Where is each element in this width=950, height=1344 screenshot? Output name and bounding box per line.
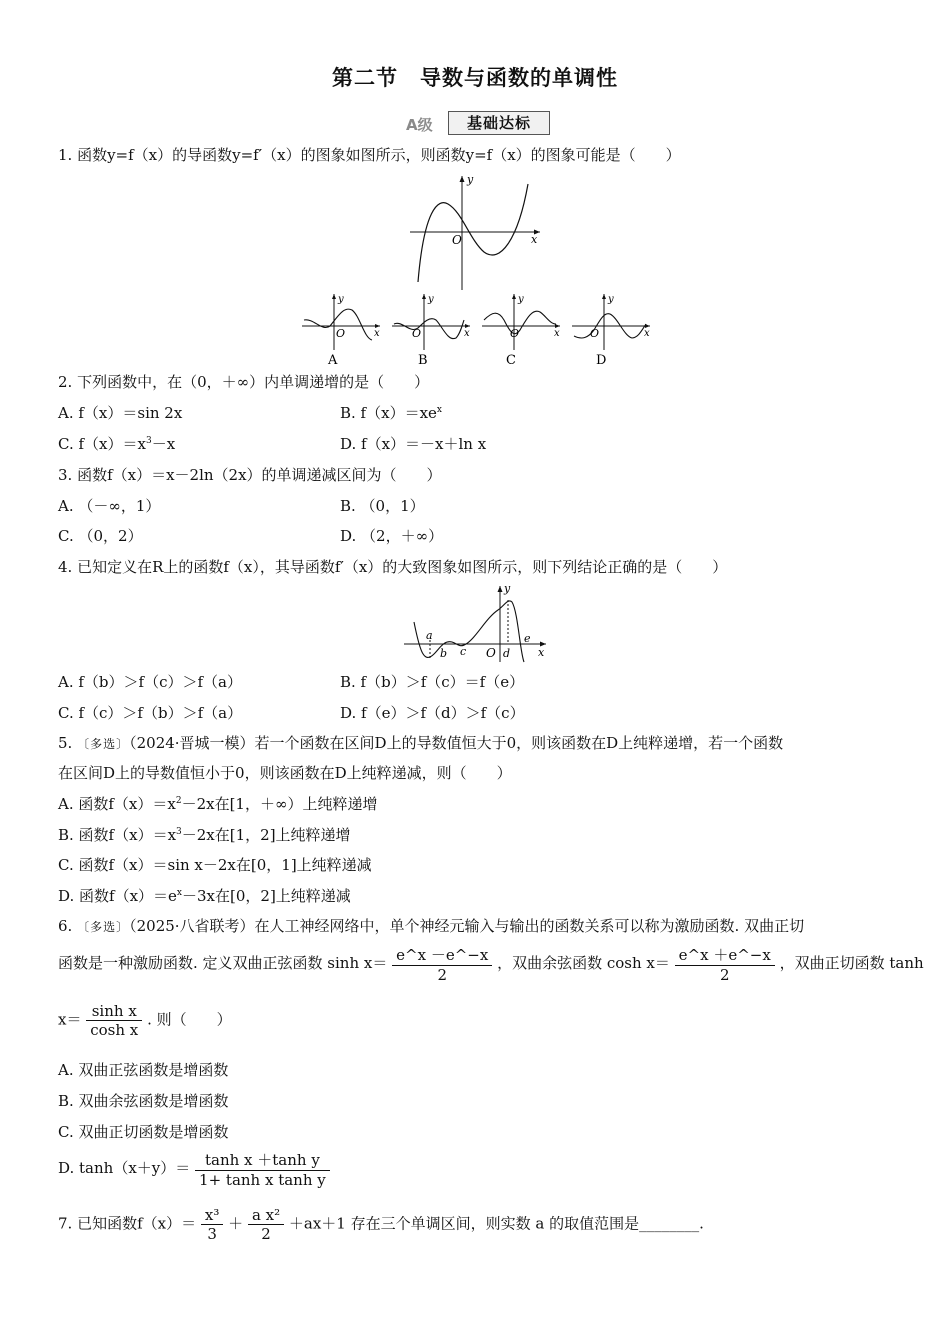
q4-label-d: d: [503, 647, 511, 660]
q2-option-a: A. f（x）＝sin 2x: [58, 404, 183, 422]
svg-text:x: x: [464, 328, 470, 339]
q1-option-a-label: A: [328, 353, 338, 368]
q6-sinh-fraction: $\frac{e\^{}x -e\^{}-x}{2}$: [392, 944, 492, 984]
q1-option-b-graph: [392, 294, 470, 350]
q6-option-c: C. 双曲正切函数是增函数: [58, 1123, 229, 1141]
q6-multi-tag: 〔多选〕: [77, 920, 130, 934]
q7-stem: 7. 已知函数f（x）＝ $\frac{\text{x³}}{3}$ ＋ $\frac{\text{a x²}}{2}$ ＋ax＋1 存在三个单调区间，则实数 a 的取值范围是________.: [58, 1206, 704, 1243]
q6-line1: 6. 〔多选〕（2025·八省联考）在人工神经网络中，单个神经元输入与输出的函数关系可以称为激励函数. 双曲正切: [58, 917, 805, 935]
svg-text:x: x: [554, 328, 560, 339]
q6-tanh-fraction: $\frac{\text{sinh x}}{\text{cosh x}}$: [86, 1002, 142, 1039]
q2-option-c: C. $f(x)=x^3-x$: [58, 435, 176, 453]
q4-option-b: B. f（b）＞f（c）＝f（e）: [340, 673, 525, 691]
svg-text:y: y: [338, 294, 344, 305]
svg-text:O: O: [590, 327, 600, 340]
q6-option-b: B. 双曲余弦函数是增函数: [58, 1092, 229, 1110]
q1-derivative-curve: [418, 184, 528, 282]
page-title: 第二节 导数与函数的单调性: [332, 66, 618, 90]
q1-option-c-label: C: [506, 353, 516, 368]
q4-option-a: A. f（b）＞f（c）＞f（a）: [58, 673, 242, 691]
q4-derivative-graph: [400, 582, 555, 664]
svg-text:y: y: [518, 294, 524, 305]
q6-line3: x＝ $\frac{\text{sinh x}}{\text{cosh x}}$ . 则（ ）: [58, 1002, 232, 1039]
q6-line2: 函数是一种激励函数. 定义双曲正弦函数 sinh x＝ $\frac{e\^{}x -e\^{}-x}{2}$ ，双曲余弦函数 cosh x＝ $\frac{e\^{}x +e\^{}-x}{2}$ ，双曲正切函数 tanh: [58, 946, 924, 984]
q7-fraction-1: $\frac{\text{x³}}{3}$: [201, 1206, 223, 1243]
q4-label-c: c: [460, 645, 467, 658]
q6-option-d: D. tanh（x＋y）＝ $\frac{\text{tanh x ＋tanh y}}{\text{1+ tanh x tanh y}}$: [58, 1149, 330, 1189]
q1-axis-y-label: y: [467, 173, 474, 186]
svg-text:x: x: [374, 328, 380, 339]
q3-option-d: D. （2，＋∞）: [340, 527, 444, 545]
svg-text:y: y: [608, 294, 614, 305]
q1-stem: 1. 函数y=f（x）的导函数y=f′（x）的图象如图所示，则函数y=f（x）的图象可能是（ ）: [58, 146, 681, 164]
q1-option-graphs: [300, 290, 660, 370]
q6-cosh-fraction: $\frac{e\^{}x +e\^{}-x}{2}$: [675, 944, 775, 984]
q3-stem: 3. 函数f（x）＝x－2ln（2x）的单调递减区间为（ ）: [58, 466, 442, 484]
q5-option-c: C. 函数f（x）＝sin x－2x在[0，1]上纯粹递减: [58, 856, 372, 874]
q4-label-e: e: [524, 632, 531, 645]
svg-text:O: O: [412, 327, 422, 340]
q4-stem: 4. 已知定义在R上的函数f（x），其导函数f′（x）的大致图象如图所示，则下列结论正确的是（ ）: [58, 558, 728, 576]
q4-label-a: a: [426, 629, 433, 642]
q3-option-b: B. （0，1）: [340, 497, 425, 515]
q1-option-d-label: D: [596, 353, 607, 368]
svg-text:O: O: [336, 327, 346, 340]
q5-option-b: B. 函数$f(x)=x^3-2x$在[1，2]上纯粹递增: [58, 826, 351, 844]
q5-option-d: D. 函数$f(x)=e^x-3x$在[0，2]上纯粹递减: [58, 887, 351, 905]
q4-option-c: C. f（c）＞f（b）＞f（a）: [58, 704, 243, 722]
q4-axis-x-label: x: [538, 646, 545, 659]
q5-option-a: A. 函数$f(x)=x^2-2x$在[1，＋∞）上纯粹递增: [58, 795, 378, 813]
svg-text:O: O: [510, 327, 520, 340]
q3-option-c: C. （0，2）: [58, 527, 143, 545]
q1-origin-label: O: [452, 233, 462, 247]
svg-text:x: x: [644, 328, 650, 339]
q4-axis-y-label: y: [504, 582, 511, 595]
q1-option-c-graph: [482, 294, 560, 350]
q7-fraction-2: $\frac{\text{a x²}}{2}$: [248, 1206, 284, 1243]
level-grade: A级: [406, 116, 433, 134]
q2-stem: 2. 下列函数中，在（0，＋∞）内单调递增的是（ ）: [58, 373, 430, 391]
q4-origin-label: O: [486, 646, 496, 660]
q5-line2: 在区间D上的导数值恒小于0，则该函数在D上纯粹递减，则（ ）: [58, 764, 512, 782]
q6-tanh-sum-fraction: $\frac{\text{tanh x ＋tanh y}}{\text{1+ tanh x tanh y}}$: [195, 1149, 330, 1189]
q3-option-a: A. （－∞，1）: [58, 497, 161, 515]
q2-option-b: B. $f(x)=xe^x$: [340, 404, 442, 422]
q1-option-b-label: B: [418, 353, 428, 368]
q4-label-b: b: [440, 647, 448, 660]
q5-multi-tag: 〔多选〕: [77, 737, 130, 751]
q2-option-d: D. f（x）＝－x＋ln x: [340, 435, 487, 453]
q4-option-d: D. f（e）＞f（d）＞f（c）: [340, 704, 525, 722]
q6-option-a: A. 双曲正弦函数是增函数: [58, 1061, 229, 1079]
q1-axis-x-label: x: [531, 233, 538, 246]
q1-option-a-graph: [302, 294, 380, 350]
svg-text:y: y: [428, 294, 434, 305]
q1-option-d-graph: [572, 294, 650, 350]
q1-main-graph: [400, 170, 550, 295]
level-label: 基础达标: [448, 111, 550, 135]
q5-line1: 5. 〔多选〕（2024·晋城一模）若一个函数在区间D上的导数值恒大于0，则该函数在D上纯粹递增，若一个函数: [58, 734, 784, 752]
